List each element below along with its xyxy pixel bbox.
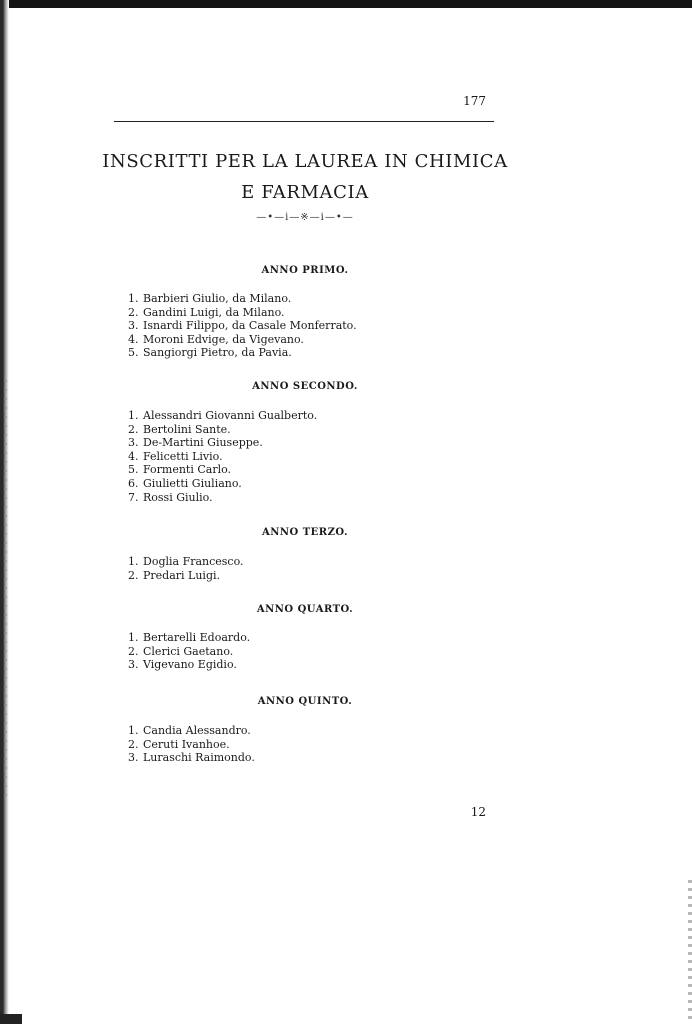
- entry-text: Doglia Francesco.: [143, 555, 244, 568]
- list-item: [128, 409, 317, 423]
- entry-text: Moroni Edvige, da Vigevano.: [143, 332, 304, 346]
- entry-number: 6.: [128, 476, 139, 490]
- section-heading-anno-secondo: ANNO SECONDO.: [252, 381, 358, 392]
- entry-text: Predari Luigi.: [143, 568, 221, 582]
- list-item: [128, 751, 255, 765]
- entry-text: Formenti Carlo.: [143, 463, 232, 477]
- entry-text: Clerici Gaetano.: [143, 644, 234, 658]
- entry-text: Sangiorgi Pietro, da Pavia.: [143, 346, 292, 360]
- entry-text: Vigevano Egidio.: [143, 658, 237, 672]
- list-item: [128, 645, 250, 659]
- title-line-2: E FARMACIA: [241, 182, 369, 203]
- entry-number: 5.: [128, 463, 139, 477]
- list-item: [128, 491, 317, 505]
- entry-number: 3.: [128, 658, 139, 672]
- list-item: [128, 738, 255, 752]
- scan-corner-mark: [0, 1014, 22, 1024]
- entry-number: 1.: [128, 555, 139, 568]
- entry-number: 2.: [128, 644, 139, 658]
- list-item: [128, 346, 357, 360]
- list-item: [128, 436, 317, 450]
- section-heading-anno-quarto: ANNO QUARTO.: [256, 604, 354, 615]
- entry-text: Alessandri Giovanni Gualberto.: [143, 409, 318, 422]
- entry-number: 7.: [128, 490, 139, 504]
- list-item: [128, 333, 357, 347]
- list-anno-primo: [128, 292, 357, 360]
- list-item: [128, 463, 317, 477]
- entry-text: Bertarelli Edoardo.: [143, 631, 251, 644]
- entry-number: 1.: [128, 292, 139, 305]
- title-ornament: —•—i—※—i—•—: [256, 212, 354, 223]
- entry-text: Felicetti Livio.: [143, 449, 223, 463]
- list-anno-quinto: [128, 724, 255, 765]
- signature-mark: 12: [470, 805, 486, 819]
- list-item: [128, 477, 317, 491]
- list-item: [128, 555, 244, 569]
- title-line-1: INSCRITTI PER LA LAUREA IN CHIMICA: [102, 151, 508, 172]
- entry-number: 2.: [128, 737, 139, 751]
- entry-number: 4.: [128, 332, 139, 346]
- entry-text: Candia Alessandro.: [143, 724, 251, 737]
- list-anno-terzo: [128, 555, 244, 582]
- entry-text: De-Martini Giuseppe.: [143, 436, 263, 450]
- entry-number: 2.: [128, 422, 139, 436]
- entry-number: 5.: [128, 346, 139, 360]
- section-heading-anno-primo: ANNO PRIMO.: [261, 265, 349, 276]
- entry-number: 3.: [128, 319, 139, 333]
- entry-text: Ceruti Ivanhoe.: [143, 737, 230, 751]
- entry-number: 1.: [128, 409, 139, 422]
- entry-text: Giulietti Giuliano.: [143, 476, 242, 490]
- scan-binding-marks: [4, 380, 7, 800]
- entry-text: Isnardi Filippo, da Casale Monferrato.: [143, 319, 357, 333]
- entry-text: Rossi Giulio.: [143, 490, 213, 504]
- list-item: [128, 306, 357, 320]
- page-title: [100, 146, 510, 208]
- entry-number: 2.: [128, 305, 139, 319]
- section-heading-anno-quinto: ANNO QUINTO.: [257, 696, 353, 707]
- entry-number: 2.: [128, 568, 139, 582]
- list-item: [128, 569, 244, 583]
- list-item: [128, 319, 357, 333]
- list-item: [128, 631, 250, 645]
- list-item: [128, 724, 255, 738]
- entry-text: Gandini Luigi, da Milano.: [143, 305, 285, 319]
- list-item: [128, 292, 357, 306]
- list-item: [128, 658, 250, 672]
- list-item: [128, 423, 317, 437]
- scan-border-top: [0, 0, 692, 8]
- entry-text: Barbieri Giulio, da Milano.: [143, 292, 292, 305]
- entry-number: 1.: [128, 724, 139, 737]
- header-rule: [114, 121, 494, 122]
- scan-edge-marks: [688, 880, 692, 1020]
- entry-number: 4.: [128, 449, 139, 463]
- entry-text: Bertolini Sante.: [143, 422, 231, 436]
- entry-number: 1.: [128, 631, 139, 644]
- page-number: 177: [463, 94, 486, 108]
- list-item: [128, 450, 317, 464]
- entry-number: 3.: [128, 751, 139, 765]
- list-anno-secondo: [128, 409, 317, 504]
- entry-text: Luraschi Raimondo.: [143, 751, 255, 765]
- list-anno-quarto: [128, 631, 250, 672]
- section-heading-anno-terzo: ANNO TERZO.: [261, 527, 348, 538]
- entry-number: 3.: [128, 436, 139, 450]
